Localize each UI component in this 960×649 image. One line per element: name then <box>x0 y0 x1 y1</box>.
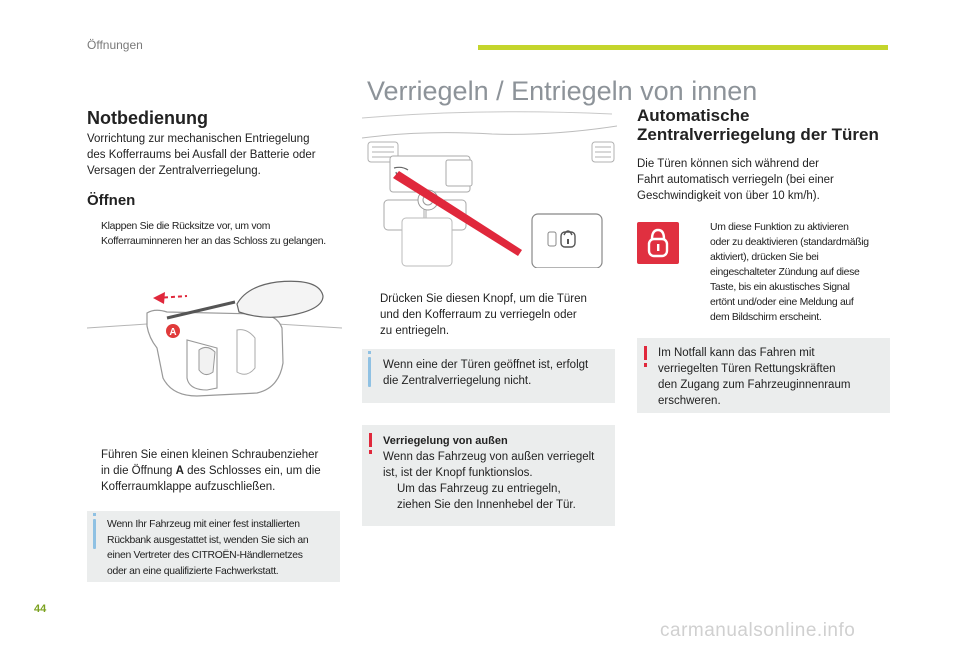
oeffnen-step-1: Klappen Sie die Rücksitze vor, um vom Kofferrauminneren her an das Schloss zu gelangen. <box>101 221 326 247</box>
middle-step: Drücken Sie diesen Knopf, um die Türen und den Kofferraum zu verriegeln oder zu entriegeln. <box>380 293 587 337</box>
warning-icon <box>643 346 648 368</box>
warning-box-outside-lock: Verriegelung von außen Wenn das Fahrzeug von außen verriegelt ist, ist der Knopf funktionslos. Um das Fahrzeug zu entriegeln, ziehen Sie den Innenhebel der Tür. <box>362 425 615 526</box>
info-box-door-open: Wenn eine der Türen geöffnet ist, erfolgt die Zentralverriegelung nicht. <box>362 349 615 403</box>
info-icon <box>93 519 96 549</box>
info-icon <box>368 357 371 387</box>
lock-icon <box>637 222 679 264</box>
page-title: Verriegeln / Entriegeln von innen <box>367 76 758 106</box>
auto-lock-step: Um diese Funktion zu aktivieren oder zu deaktivieren (standardmäßig aktiviert), drücken Sie bei eingeschalteter Zündung auf diese Taste, bis ein akustisches Signal ertönt und/oder eine Meldung auf dem Bildschirm erscheint. <box>710 222 869 323</box>
heading-auto-lock: Automatische Zentralverriegelung der Türen <box>637 106 879 144</box>
warning-icon <box>368 433 373 455</box>
warning-box-emergency: Im Notfall kann das Fahren mit verriegelten Türen Rettungskräften den Zugang zum Fahrzeuginnenraum erschweren. <box>637 338 890 413</box>
heading-notbedienung: Notbedienung <box>87 108 208 128</box>
lock-button-tile <box>637 222 679 264</box>
heading-oeffnen: Öffnen <box>87 192 136 209</box>
section-accent-bar <box>478 45 888 50</box>
section-label: Öffnungen <box>87 38 143 52</box>
oeffnen-step-2: Führen Sie einen kleinen Schraubenzieher in die Öffnung A des Schlosses ein, um die Kofferraumklappe aufzuschließen. <box>101 449 321 493</box>
trunk-lock-illustration <box>87 268 342 418</box>
dashboard-illustration <box>362 108 617 268</box>
callout-a-label: A <box>169 327 177 338</box>
info-box-fixed-bench: Wenn Ihr Fahrzeug mit einer fest installierten Rückbank ausgestattet ist, wenden Sie sich an einen Vertreter des CITROËN-Händlernetzes oder an eine qualifizierte Fachwerkstatt. <box>87 511 340 582</box>
page-number: 44 <box>34 603 47 615</box>
auto-lock-intro: Die Türen können sich während der Fahrt automatisch verriegeln (bei einer Geschwindigkeit von über 10 km/h). <box>637 158 834 202</box>
watermark: carmanualsonline.info <box>660 620 856 641</box>
lock-icon <box>561 231 575 247</box>
notbedienung-intro: Vorrichtung zur mechanischen Entriegelung des Kofferraums bei Ausfall der Batterie oder Versagen der Zentralverriegelung. <box>87 133 316 177</box>
